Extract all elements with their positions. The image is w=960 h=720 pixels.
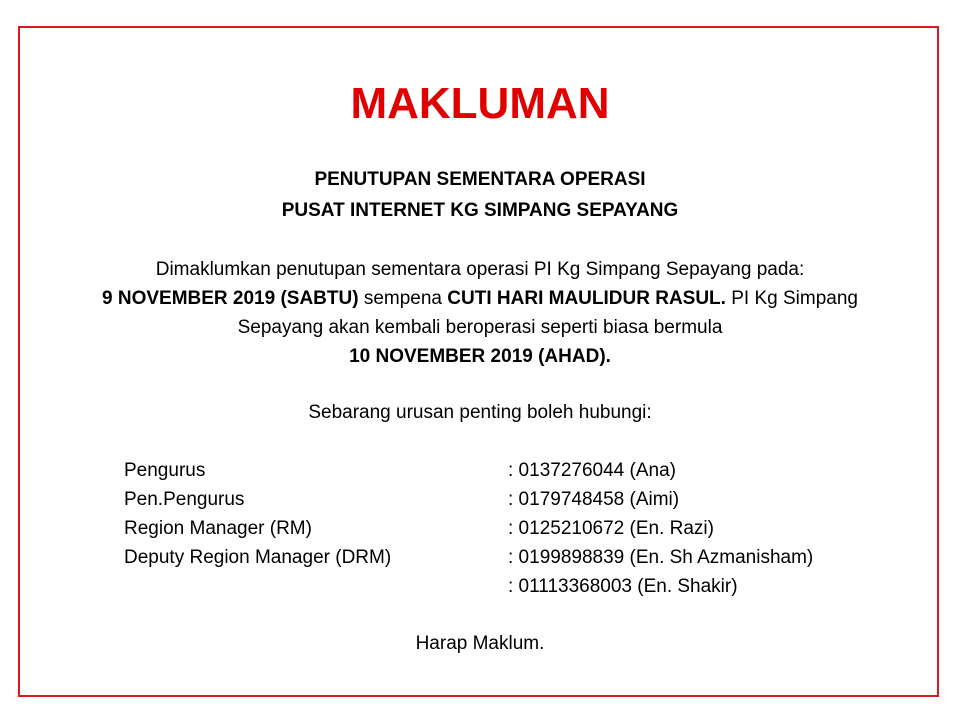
contact-role: Deputy Region Manager (DRM)	[124, 547, 392, 568]
reopen-date: 10 NOVEMBER 2019 (AHAD).	[349, 346, 611, 367]
paragraph-text-sempena: sempena	[358, 288, 448, 309]
holiday-name: CUTI HARI MAULIDUR RASUL.	[447, 288, 726, 309]
contact-role: Region Manager (RM)	[124, 518, 312, 539]
contact-intro: Sebarang urusan penting boleh hubungi:	[308, 402, 652, 423]
contact-phone: : 0199898839 (En. Sh Azmanisham)	[508, 547, 814, 568]
paragraph-line-1: Dimaklumkan penutupan sementara operasi PI Kg Simpang Sepayang pada:	[155, 259, 805, 280]
paragraph-line-3: Sepayang akan kembali beroperasi seperti biasa bermula	[237, 317, 723, 338]
subtitle-line-1: PENUTUPAN SEMENTARA OPERASI	[314, 169, 646, 190]
contact-role: Pengurus	[124, 460, 206, 481]
closure-date: 9 NOVEMBER 2019 (SABTU)	[102, 288, 359, 309]
subtitle-line-2: PUSAT INTERNET KG SIMPANG SEPAYANG	[281, 200, 679, 221]
closing-text: Harap Maklum.	[415, 633, 545, 654]
contact-phone: : 0137276044 (Ana)	[508, 460, 676, 481]
paragraph-line-2	[0, 284, 960, 314]
contact-phone: : 0125210672 (En. Razi)	[508, 518, 714, 539]
contact-phone: : 0179748458 (Aimi)	[508, 489, 680, 510]
notice-title: MAKLUMAN	[350, 79, 610, 128]
contact-role: Pen.Pengurus	[124, 489, 245, 510]
contact-phone: : 01113368003 (En. Shakir)	[508, 576, 738, 597]
paragraph-text-pi: PI Kg Simpang	[725, 288, 858, 309]
